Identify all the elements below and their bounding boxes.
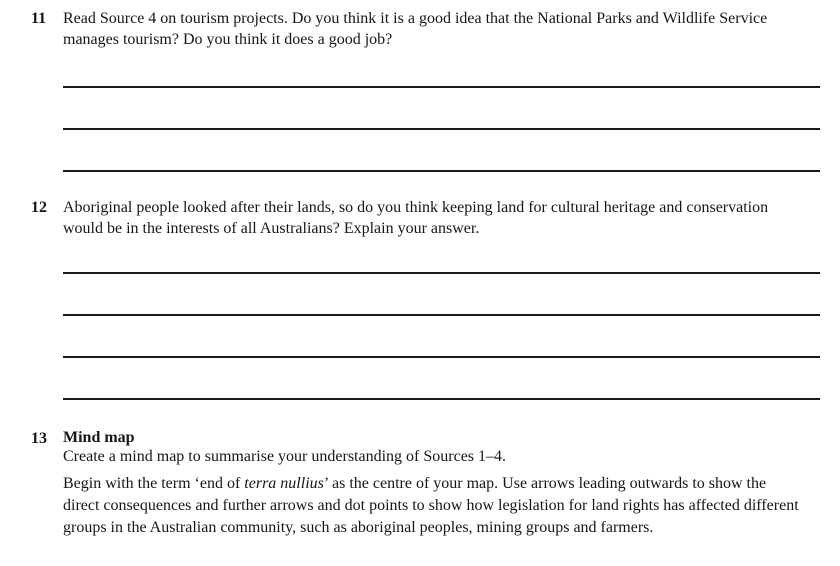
answer-line [63,239,820,274]
question-11-row [31,8,822,50]
question-12-block [31,197,822,400]
italic-term: terra nullius [244,475,324,492]
question-13-block [31,428,822,539]
question-prompt: Read Source 4 on tourism projects. Do you think it is a good idea that the National Parks and Wildlife Service manages tourism? Do you think it does a good job? [63,10,768,48]
question-13-row [31,428,822,539]
question-11-body [63,8,815,50]
answer-line [63,130,820,172]
question-prompt: Aboriginal people looked after their lands, so do you think keeping land for cultural heritage and conservation would be in the interests of all Australians? Explain your answer. [63,199,769,237]
mind-map-instructions [63,473,815,539]
answer-line [63,316,820,358]
question-12-body [63,197,815,239]
mind-map-intro: Create a mind map to summarise your understanding of Sources 1–4. [63,448,507,465]
answer-line [63,50,820,88]
answer-line [63,274,820,316]
mind-map-heading: Mind map [63,429,135,446]
answer-line [63,88,820,130]
question-number: 11 [31,10,47,27]
instructions-pre: Begin with the term ‘end of [63,475,245,492]
question-11-block [31,8,822,172]
question-number: 12 [31,199,47,216]
answer-lines [63,50,820,172]
question-13-body [63,428,815,539]
answer-lines [63,239,820,400]
answer-line [63,358,820,400]
instructions-post: ’ as the centre of your map. Use arrows leading outwards to show the direct consequences and further arrows and dot points to show how legislation for land rights has affected different groups in the Australian community, such as aboriginal peoples, mining groups and farmers. [63,475,799,536]
question-number: 13 [31,430,47,447]
question-12-row [31,197,822,239]
